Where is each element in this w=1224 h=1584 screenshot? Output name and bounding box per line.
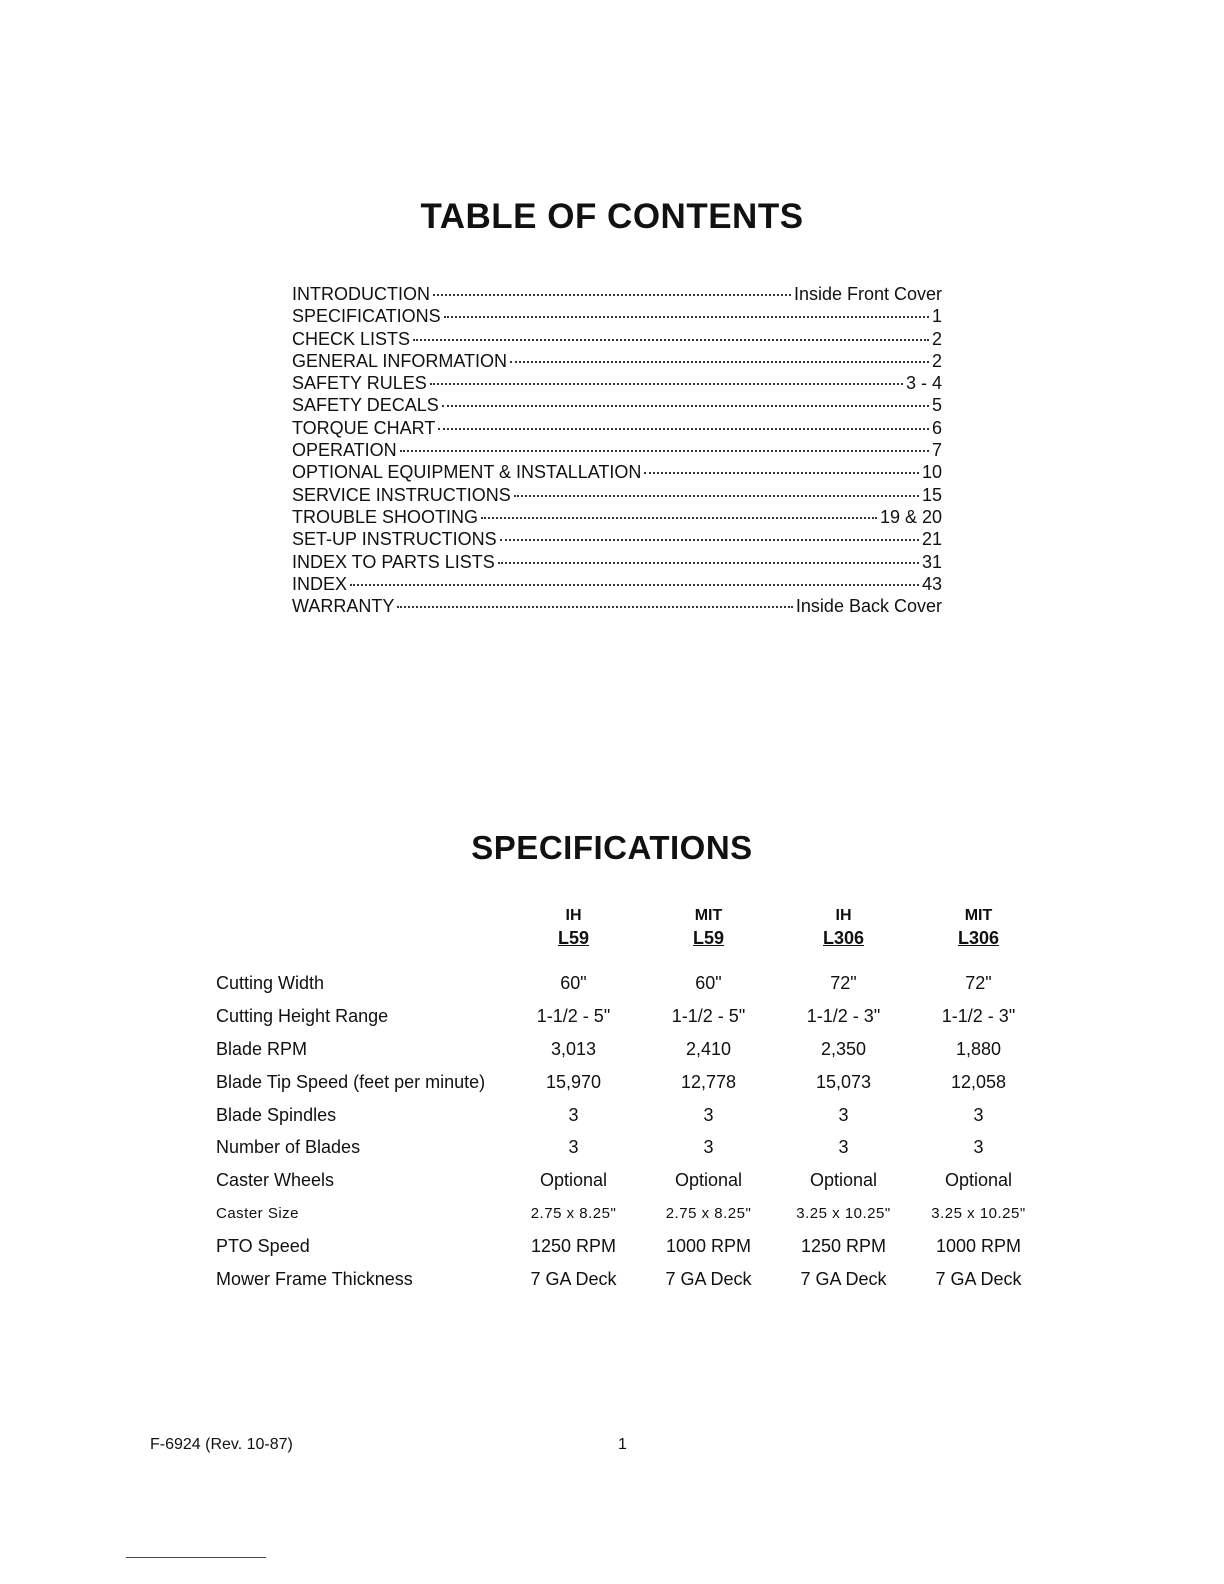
toc-leader <box>500 539 919 541</box>
toc-entry-label: TORQUE CHART <box>292 417 436 438</box>
toc-entry-label: TROUBLE SHOOTING <box>292 506 479 527</box>
toc-entry-page: 43 <box>921 573 942 594</box>
spec-value: 2,350 <box>820 1038 867 1059</box>
toc-entry <box>292 551 942 573</box>
spec-value: 15,073 <box>815 1071 872 1092</box>
spec-column-header <box>776 906 911 967</box>
toc-leader <box>498 562 919 564</box>
spec-value: 1250 RPM <box>800 1236 887 1257</box>
toc-entry-page: Inside Front Cover <box>793 284 942 304</box>
specifications-title: SPECIFICATIONS <box>471 829 753 866</box>
spec-value: 7 GA Deck <box>800 1268 887 1289</box>
toc-entry-label: SAFETY DECALS <box>292 395 439 416</box>
spec-label: Blade Spindles <box>216 1104 337 1125</box>
spec-value: 3,013 <box>550 1038 597 1059</box>
spec-value: 7 GA Deck <box>530 1268 617 1289</box>
spec-value: 1,880 <box>955 1038 1002 1059</box>
column-model: L59 <box>557 928 590 948</box>
spec-value: 7 GA Deck <box>935 1268 1022 1289</box>
toc-entry-page: 6 <box>931 417 942 438</box>
toc-entry-page: 15 <box>921 484 942 505</box>
spec-value: 1000 RPM <box>665 1236 752 1257</box>
spec-value: 2.75 x 8.25" <box>665 1205 752 1223</box>
spec-label: Blade Tip Speed (feet per minute) <box>216 1071 486 1092</box>
toc-entry <box>292 417 942 439</box>
toc-entry <box>292 372 942 394</box>
toc-leader <box>413 339 929 341</box>
toc-leader <box>481 517 877 519</box>
spec-row <box>208 1099 1046 1132</box>
toc-entry-label: GENERAL INFORMATION <box>292 350 508 371</box>
toc-entry-label: SERVICE INSTRUCTIONS <box>292 484 511 505</box>
toc-leader <box>514 495 919 497</box>
toc-leader <box>444 316 929 318</box>
column-model: L59 <box>692 928 725 948</box>
column-maker: IH <box>565 907 582 924</box>
toc-entry-page: 2 <box>931 350 942 371</box>
spec-value: 1-1/2 - 3" <box>806 1005 881 1026</box>
toc-leader <box>510 361 929 363</box>
toc-leader <box>430 383 903 385</box>
toc-entry-page: 31 <box>921 551 942 572</box>
spec-value: 12,778 <box>680 1071 737 1092</box>
toc-entry <box>292 506 942 528</box>
toc-entry <box>292 595 942 617</box>
spec-value: 2.75 x 8.25" <box>530 1205 617 1223</box>
spec-value: Optional <box>944 1170 1013 1191</box>
spec-label: PTO Speed <box>216 1236 310 1257</box>
spec-value: 3 <box>703 1104 714 1125</box>
column-model: L306 <box>957 928 1000 948</box>
form-number: F-6924 (Rev. 10-87) <box>150 1436 293 1453</box>
spec-row <box>208 1033 1046 1066</box>
toc-entry-label: OPTIONAL EQUIPMENT & INSTALLATION <box>292 462 642 483</box>
spec-value: 1250 RPM <box>530 1236 617 1257</box>
toc-entry <box>292 461 942 483</box>
toc-entry-page: 10 <box>921 462 942 483</box>
toc-list <box>292 283 942 617</box>
spec-value: 72" <box>830 972 857 993</box>
toc-entry-label: INTRODUCTION <box>292 284 430 304</box>
toc-leader <box>644 472 919 474</box>
spec-value: 1-1/2 - 5" <box>671 1005 746 1026</box>
spec-row <box>208 1164 1046 1197</box>
column-maker: MIT <box>964 907 993 924</box>
spec-label: Cutting Height Range <box>216 1005 389 1026</box>
spec-value: Optional <box>674 1170 743 1191</box>
spec-value: 3.25 x 10.25" <box>796 1205 891 1223</box>
spec-label: Cutting Width <box>216 972 325 993</box>
spec-header-blank <box>208 906 506 967</box>
toc-entry-label: SAFETY RULES <box>292 373 427 394</box>
toc-entry-page: 2 <box>931 328 942 349</box>
toc-entry-page: 19 & 20 <box>879 506 942 527</box>
spec-row <box>208 1197 1046 1230</box>
spec-header-row <box>208 906 1046 967</box>
spec-value: 3 <box>568 1104 579 1125</box>
column-model: L306 <box>822 928 865 948</box>
toc-entry-page: 3 - 4 <box>905 373 942 394</box>
spec-label: Caster Size <box>216 1205 300 1223</box>
toc-entry <box>292 573 942 595</box>
spec-value: 72" <box>965 972 992 993</box>
toc-entry-label: INDEX TO PARTS LISTS <box>292 551 495 572</box>
spec-label: Number of Blades <box>216 1137 361 1158</box>
spec-value: 2,410 <box>685 1038 732 1059</box>
column-maker: IH <box>835 907 852 924</box>
spec-label: Blade RPM <box>216 1038 308 1059</box>
toc-leader <box>438 428 929 430</box>
toc-entry-page: 21 <box>921 529 942 550</box>
spec-value: 3 <box>838 1104 849 1125</box>
spec-value: 60" <box>695 972 722 993</box>
toc-entry <box>292 328 942 350</box>
toc-entry <box>292 394 942 416</box>
spec-label: Caster Wheels <box>216 1170 335 1191</box>
spec-column-header <box>641 906 776 967</box>
spec-value: 60" <box>560 972 587 993</box>
toc-entry-label: SPECIFICATIONS <box>292 306 441 327</box>
toc-entry <box>292 305 942 327</box>
spec-column-header <box>911 906 1046 967</box>
toc-entry <box>292 528 942 550</box>
spec-row <box>208 1131 1046 1164</box>
toc-leader <box>400 450 929 452</box>
spec-value: Optional <box>539 1170 608 1191</box>
spec-value: Optional <box>809 1170 878 1191</box>
spec-row <box>208 1230 1046 1263</box>
spec-value: 3 <box>973 1104 984 1125</box>
toc-entry-page: 5 <box>931 395 942 416</box>
toc-entry <box>292 484 942 506</box>
spec-value: 12,058 <box>950 1071 1007 1092</box>
spec-value: 3.25 x 10.25" <box>931 1205 1026 1223</box>
toc-entry <box>292 350 942 372</box>
spec-row <box>208 1000 1046 1033</box>
spec-value: 1-1/2 - 3" <box>941 1005 1016 1026</box>
spec-value: 3 <box>703 1137 714 1158</box>
toc-leader <box>397 606 793 608</box>
bottom-rule <box>126 1557 266 1558</box>
spec-value: 1-1/2 - 5" <box>536 1005 611 1026</box>
toc-leader <box>350 584 919 586</box>
spec-value: 3 <box>973 1137 984 1158</box>
toc-entry-page: Inside Back Cover <box>795 596 942 617</box>
toc-leader <box>442 405 929 407</box>
toc-entry-label: SET-UP INSTRUCTIONS <box>292 529 497 550</box>
spec-column-header <box>506 906 641 967</box>
toc-leader <box>433 294 791 296</box>
toc-entry <box>292 439 942 461</box>
spec-value: 3 <box>838 1137 849 1158</box>
toc-entry-page: 1 <box>931 306 942 327</box>
spec-value: 7 GA Deck <box>665 1268 752 1289</box>
spec-value: 1000 RPM <box>935 1236 1022 1257</box>
toc-entry-label: WARRANTY <box>292 596 395 617</box>
specifications-table <box>208 906 1046 1296</box>
toc-title: TABLE OF CONTENTS <box>420 197 804 236</box>
spec-value: 15,970 <box>545 1071 602 1092</box>
toc-entry-page: 7 <box>931 440 942 461</box>
column-maker: MIT <box>694 907 723 924</box>
spec-row <box>208 1066 1046 1099</box>
toc-entry <box>292 283 942 305</box>
toc-entry-label: INDEX <box>292 573 348 594</box>
toc-entry-label: CHECK LISTS <box>292 328 411 349</box>
page-number: 1 <box>618 1436 627 1453</box>
spec-label: Mower Frame Thickness <box>216 1268 413 1289</box>
spec-value: 3 <box>568 1137 579 1158</box>
toc-entry-label: OPERATION <box>292 440 397 461</box>
spec-row <box>208 967 1046 1000</box>
spec-row <box>208 1263 1046 1296</box>
